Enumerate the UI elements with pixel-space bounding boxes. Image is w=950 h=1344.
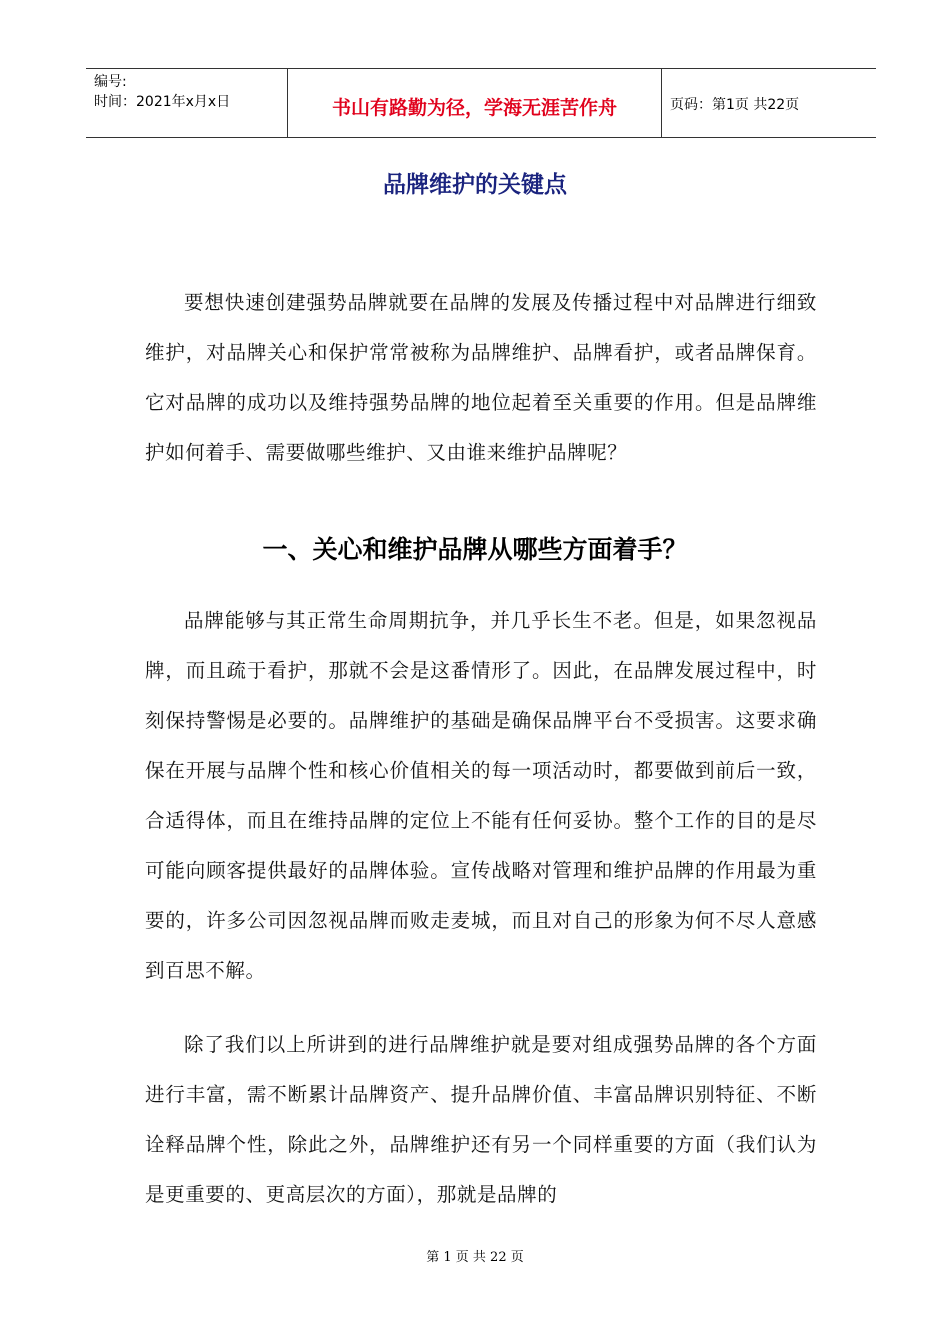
section-paragraph-1: 品牌能够与其正常生命周期抗争，并几乎长生不老。但是，如果忽视品牌，而且疏于看护，那就不会是这番情形了。因此，在品牌发展过程中，时刻保持警惕是必要的。品牌维护的基础是确保品牌平台不受损害。这要求确保在开展与品牌个性和核心价值相关的每一项活动时，都要做到前后一致，合适得体，而且在维持品牌的定位上不能有任何妥协。整个工作的目的是尽可能向顾客提供最好的品牌体验。宣传战略对管理和维护品牌的作用最为重要的，许多公司因忽视品牌而败走麦城，而且对自己的形象为何不尽人意感到百思不解。 xyxy=(145,609,817,982)
page-header xyxy=(86,68,876,138)
header-info-cell xyxy=(86,69,288,137)
page-footer: 第 1 页 共 22 页 xyxy=(426,1250,524,1265)
document-number-label: 编号: xyxy=(94,74,127,90)
header-page-code: 页码：第1页 共22页 xyxy=(670,97,800,113)
section-paragraph-2: 除了我们以上所讲到的进行品牌维护就是要对组成强势品牌的各个方面进行丰富，需不断累计品牌资产、提升品牌价值、丰富品牌识别特征、不断诠释品牌个性，除此之外，品牌维护还有另一个同样重要的方面（我们认为是更重要的、更高层次的方面），那就是品牌的 xyxy=(145,1033,817,1206)
document-time: 时间：2021年x月x日 xyxy=(94,94,231,110)
header-page-cell xyxy=(662,69,876,137)
header-motto-cell xyxy=(288,69,662,137)
section-heading: 一、关心和维护品牌从哪些方面着手？ xyxy=(262,535,688,564)
intro-paragraph: 要想快速创建强势品牌就要在品牌的发展及传播过程中对品牌进行细致维护，对品牌关心和保护常常被称为品牌维护、品牌看护，或者品牌保育。它对品牌的成功以及维持强势品牌的地位起着至关重要的作用。但是品牌维护如何着手、需要做哪些维护、又由谁来维护品牌呢？ xyxy=(145,291,817,464)
document-title: 品牌维护的关键点 xyxy=(383,172,567,198)
header-motto: 书山有路勤为径，学海无涯苦作舟 xyxy=(331,97,617,119)
